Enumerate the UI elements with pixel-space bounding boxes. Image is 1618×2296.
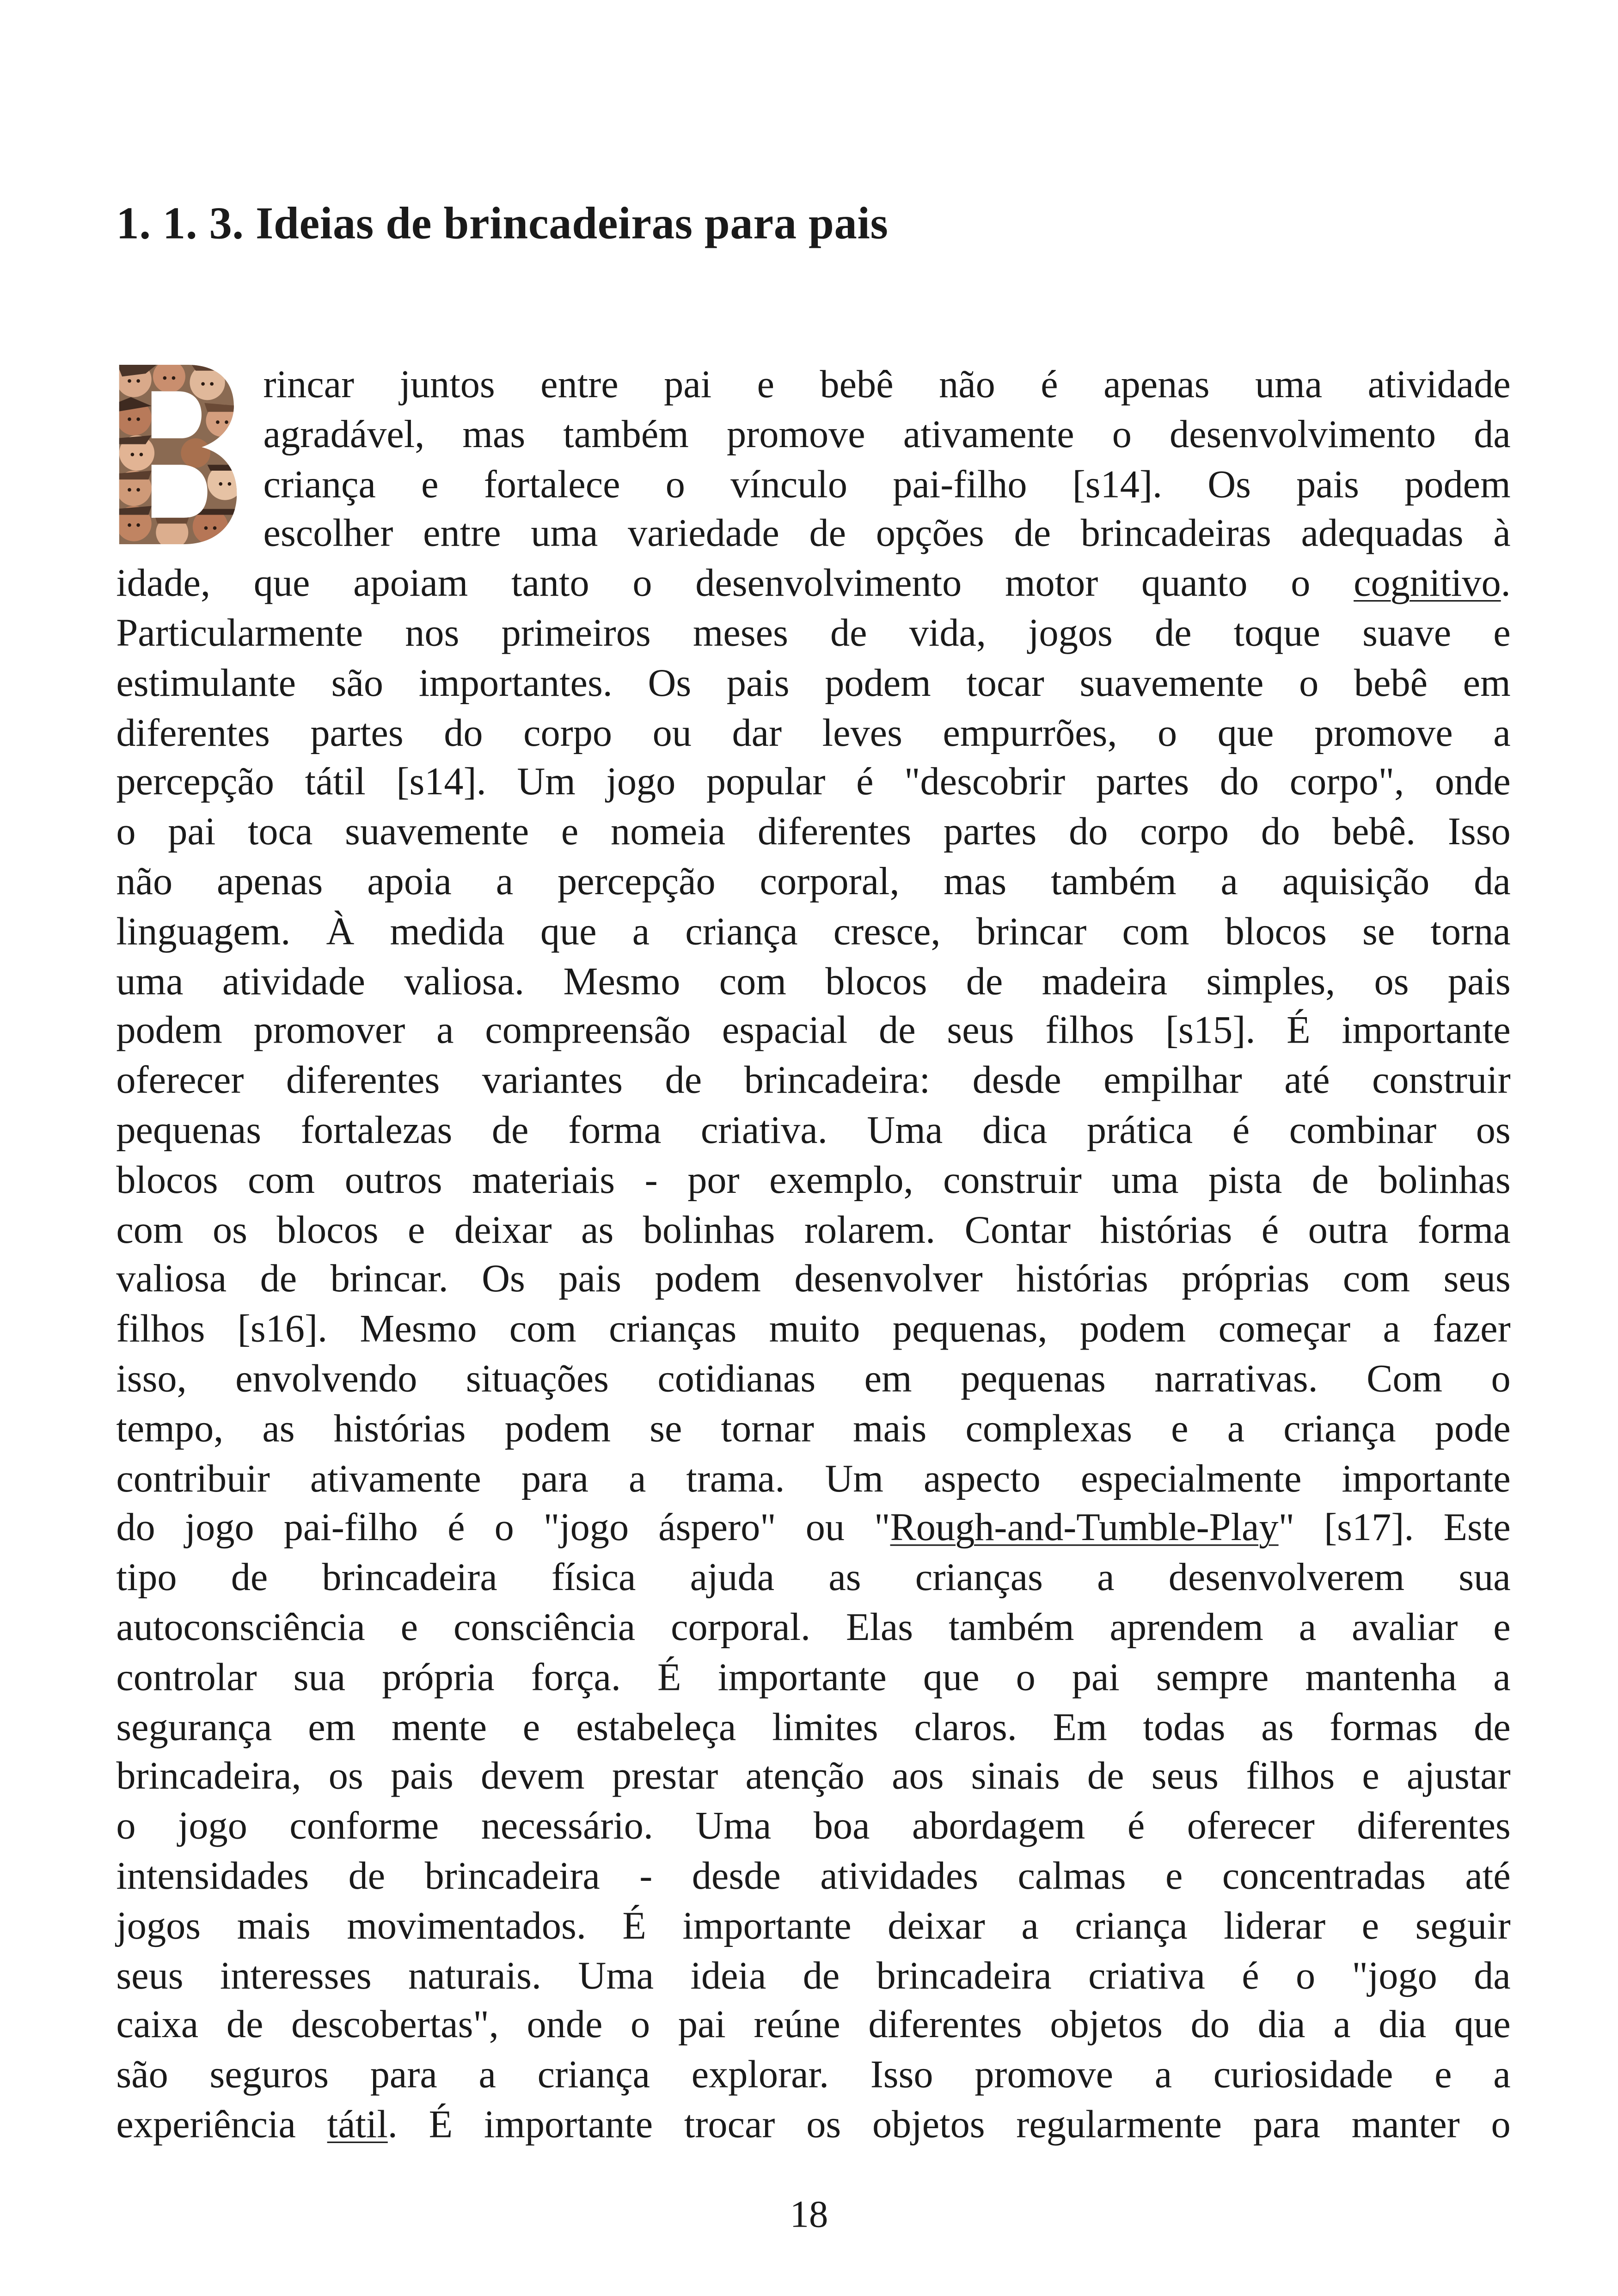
text-line: [116, 2050, 1510, 2100]
text-run: o jogo conforme necessário. Uma boa abordagem é oferecer diferentes: [116, 1803, 1511, 1848]
text-line: [116, 907, 1510, 957]
body-paragraph: [116, 360, 1510, 2150]
text-run: .: [1501, 560, 1511, 605]
text-run: jogos mais movimentados. É importante deixar a criança liderar e seguir: [116, 1903, 1511, 1947]
text-run: percepção tátil [s14]. Um jogo popular é "descobrir partes do corpo", onde: [116, 759, 1511, 804]
text-line: [116, 1951, 1510, 2001]
text-run: intensidades de brincadeira - desde atividades calmas e concentradas até: [116, 1853, 1511, 1897]
text-run: " [s17]. Este: [1278, 1505, 1511, 1549]
text-run: filhos [s16]. Mesmo com crianças muito pequenas, podem começar a fazer: [116, 1306, 1511, 1351]
text-line: [116, 1702, 1510, 1752]
text-line: [116, 1454, 1510, 1504]
text-run: agradável, mas também promove ativamente o desenvolvimento da: [263, 411, 1511, 456]
text-line: [116, 1752, 1510, 1802]
text-line: [116, 858, 1510, 908]
text-run: autoconsciência e consciência corporal. Elas também aprendem a avaliar e: [116, 1604, 1511, 1649]
text-line: [116, 1653, 1510, 1703]
text-run: do jogo pai-filho é o "jogo áspero" ou ": [116, 1505, 890, 1549]
text-line: [116, 1504, 1510, 1553]
text-run: blocos com outros materiais - por exemplo, construir uma pista de bolinhas: [116, 1157, 1511, 1202]
page-number: 18: [790, 2193, 828, 2236]
text-line: [116, 1355, 1510, 1405]
text-run: diferentes partes do corpo ou dar leves empurrões, o que promove a: [116, 710, 1511, 754]
text-run: pequenas fortalezas de forma criativa. Uma dica prática é combinar os: [116, 1107, 1511, 1152]
text-line: [116, 559, 1510, 609]
text-line: [116, 708, 1510, 758]
text-line: [116, 1007, 1510, 1056]
text-line: [116, 1305, 1510, 1355]
text-run: valiosa de brincar. Os pais podem desenvolver histórias próprias com seus: [116, 1256, 1511, 1301]
text-line: [116, 1205, 1510, 1255]
text-line: [116, 2001, 1510, 2051]
text-run: são seguros para a criança explorar. Isso promove a curiosidade e a: [116, 2052, 1511, 2096]
text-run: estimulante são importantes. Os pais podem tocar suavemente o bebê em: [116, 660, 1511, 705]
text-run: Particularmente nos primeiros meses de vida, jogos de toque suave e: [116, 610, 1511, 655]
text-line: [116, 659, 1510, 709]
text-line: [264, 410, 1511, 460]
text-line: [116, 1852, 1510, 1902]
text-run: caixa de descobertas", onde o pai reúne diferentes objetos do dia a dia que: [116, 2002, 1511, 2047]
text-line: [116, 758, 1510, 808]
text-line: [264, 360, 1511, 410]
text-line: [116, 1106, 1510, 1156]
text-run: controlar sua própria força. É importante que o pai sempre mantenha a: [116, 1654, 1511, 1699]
text-run: brincadeira, os pais devem prestar atenção aos sinais de seus filhos e ajustar: [116, 1754, 1511, 1798]
text-line: [116, 808, 1510, 858]
underlined-term: Rough-and-Tumble-Play: [890, 1505, 1279, 1549]
underlined-term: cognitivo: [1354, 560, 1501, 605]
text-run: escolher entre uma variedade de opções de brincadeiras adequadas à: [263, 511, 1511, 555]
text-line: [264, 510, 1511, 559]
text-run: o pai toca suavemente e nomeia diferentes partes do corpo do bebê. Isso: [116, 809, 1511, 853]
text-line: [116, 1156, 1510, 1206]
text-line: [116, 609, 1510, 659]
text-line: [116, 1802, 1510, 1852]
text-line: [116, 1901, 1510, 1951]
text-run: . É importante trocar os objetos regularmente para manter o: [387, 2101, 1511, 2146]
text-line: [116, 1603, 1510, 1653]
text-run: idade, que apoiam tanto o desenvolvimento motor quanto o: [116, 560, 1354, 605]
text-run: experiência: [116, 2101, 327, 2146]
underlined-term: tátil: [327, 2101, 388, 2146]
text-line: [116, 1404, 1510, 1454]
text-run: isso, envolvendo situações cotidianas em pequenas narrativas. Com o: [116, 1356, 1511, 1400]
text-run: com os blocos e deixar as bolinhas rolarem. Contar histórias é outra forma: [116, 1207, 1511, 1251]
text-run: linguagem. À medida que a criança cresce, brincar com blocos se torna: [116, 909, 1511, 953]
text-run: podem promover a compreensão espacial de seus filhos [s15]. É importante: [116, 1008, 1511, 1052]
text-run: uma atividade valiosa. Mesmo com blocos de madeira simples, os pais: [116, 958, 1511, 1003]
text-run: contribuir ativamente para a trama. Um aspecto especialmente importante: [116, 1455, 1511, 1500]
text-line: [116, 1553, 1510, 1603]
text-line: [264, 460, 1511, 510]
text-line: [116, 957, 1510, 1007]
text-line: [116, 1255, 1510, 1305]
text-run: oferecer diferentes variantes de brincadeira: desde empilhar até construir: [116, 1057, 1511, 1102]
text-run: tipo de brincadeira física ajuda as crianças a desenvolverem sua: [116, 1555, 1511, 1599]
text-line: [116, 1056, 1510, 1106]
text-run: seus interesses naturais. Uma ideia de brincadeira criativa é o "jogo da: [116, 1952, 1511, 1997]
text-run: rincar juntos entre pai e bebê não é apenas uma atividade: [263, 362, 1511, 406]
text-run: criança e fortalece o vínculo pai-filho [s14]. Os pais podem: [263, 461, 1511, 506]
section-heading: 1. 1. 3. Ideias de brincadeiras para pais: [116, 197, 889, 249]
text-run: segurança em mente e estabeleça limites claros. Em todas as formas de: [116, 1704, 1511, 1749]
text-line: [116, 2100, 1510, 2150]
text-run: não apenas apoia a percepção corporal, mas também a aquisição da: [116, 859, 1511, 903]
text-run: tempo, as histórias podem se tornar mais complexas e a criança pode: [116, 1406, 1511, 1450]
